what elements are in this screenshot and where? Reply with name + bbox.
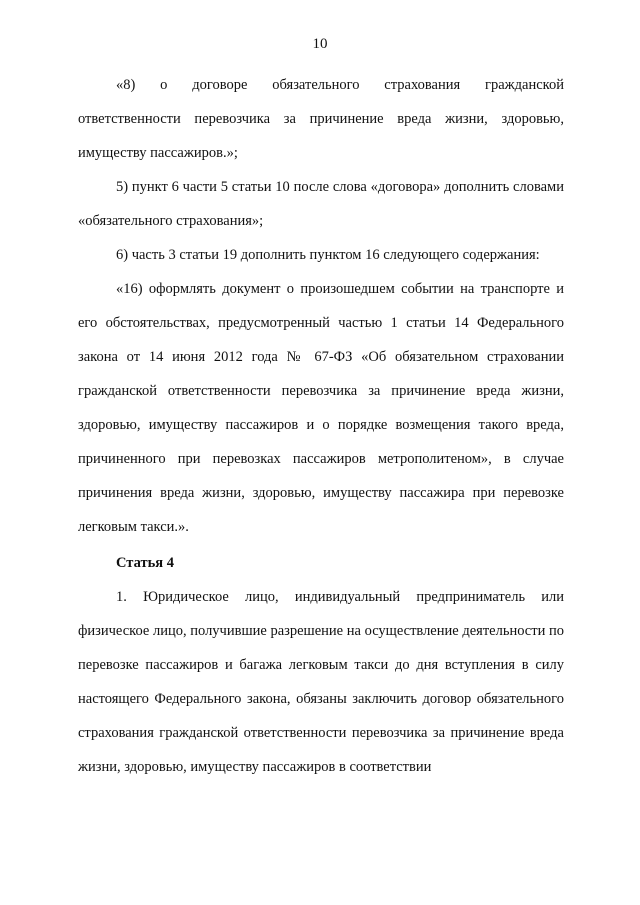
page-number: 10 <box>312 36 328 52</box>
paragraph-amendment-6: 6) часть 3 статьи 19 дополнить пунктом 16 следующего содержания: <box>116 247 540 263</box>
paragraph-item-8: «8) о договоре обязательного страхования гражданской ответственности перевозчика за причинение вреда жизни, здоровью, имуществу пассажиров.»; <box>78 77 564 161</box>
document-body <box>78 68 564 784</box>
paragraph-item-16: «16) оформлять документ о произошедшем событии на транспорте и его обстоятельствах, предусмотренный частью 1 статьи 14 Федерального закона от 14 июня 2012 года № 67-ФЗ «Об обязательном страховании гражданской ответственности перевозчика за причинение вреда жизни, здоровью, имуществу пассажиров и о порядке возмещения такого вреда, причиненного при перевозках пассажиров метрополитеном», в случае причинения вреда жизни, здоровью, имуществу пассажира при перевозке легковым такси.». <box>78 281 564 535</box>
article-heading: Статья 4 <box>116 555 174 571</box>
paragraph-amendment-5: 5) пункт 6 части 5 статьи 10 после слова «договора» дополнить словами «обязательного страхования»; <box>78 179 564 229</box>
article-paragraph-1: 1. Юридическое лицо, индивидуальный предприниматель или физическое лицо, получившие разрешение на осуществление деятельности по перевозке пассажиров и багажа легковым такси до дня вступления в силу настоящего Федерального закона, обязаны заключить договор обязательного страхования гражданской ответственности перевозчика за причинение вреда жизни, здоровью, имуществу пассажиров в соответствии <box>78 589 564 775</box>
